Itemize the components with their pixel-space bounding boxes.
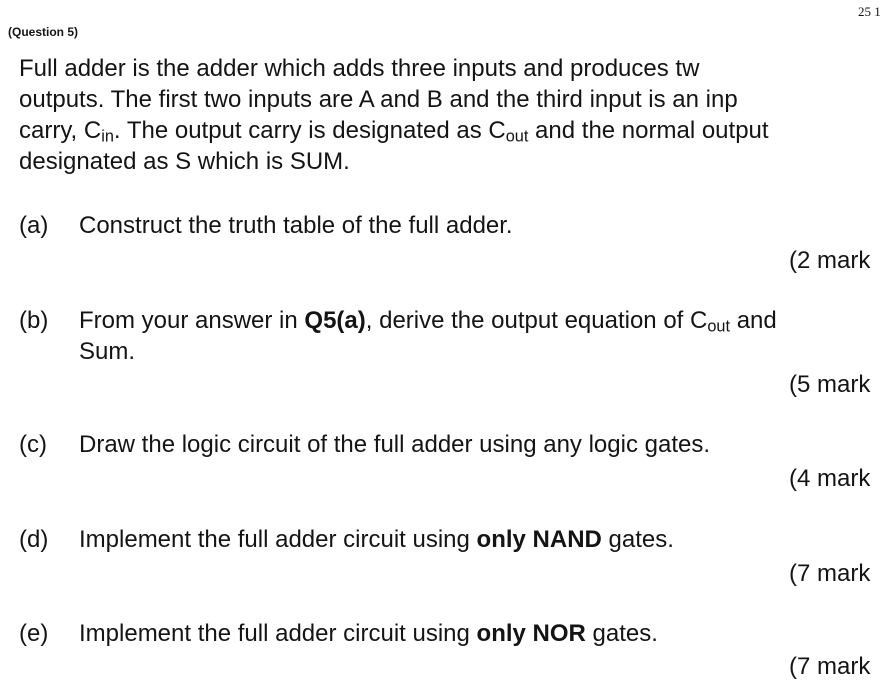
- part-e-text-post: gates.: [585, 620, 658, 647]
- part-b-line-1: [79, 305, 777, 336]
- part-b-text-pre: From your answer in: [79, 307, 305, 334]
- part-b-marks: (5 mark: [789, 371, 871, 398]
- part-b-letter: (b): [19, 307, 49, 334]
- part-b-reference: Q5(a): [304, 307, 366, 334]
- part-c-letter: (c): [19, 431, 47, 458]
- question-intro: [19, 53, 887, 177]
- subscript-out: out: [707, 317, 731, 336]
- intro-line-2: outputs. The first two inputs are A and B and the third input is an inp: [19, 86, 738, 113]
- part-c-marks: (4 mark: [789, 465, 871, 492]
- intro-line-1: Full adder is the adder which adds three inputs and produces tw: [19, 55, 700, 82]
- part-b-line-2: Sum.: [79, 338, 136, 365]
- part-e-marks: (7 mark: [789, 653, 871, 680]
- question-label: (Question 5): [8, 25, 79, 39]
- part-c-text: Draw the logic circuit of the full adder using any logic gates.: [79, 431, 710, 458]
- part-e-emphasis: only NOR: [476, 620, 586, 647]
- intro-text: carry, C: [19, 117, 102, 144]
- subscript-in: in: [101, 127, 114, 146]
- part-a-marks: (2 mark: [789, 247, 871, 274]
- part-b-text-post: and: [730, 307, 777, 334]
- part-d-text-pre: Implement the full adder circuit using: [79, 526, 477, 553]
- part-a-text: Construct the truth table of the full adder.: [79, 212, 513, 239]
- part-d-marks: (7 mark: [789, 560, 871, 587]
- intro-text: . The output carry is designated as C: [113, 117, 506, 144]
- part-a-letter: (a): [19, 212, 49, 239]
- intro-line-3: [19, 115, 887, 146]
- part-d-text: [79, 524, 674, 555]
- part-e-text: [79, 618, 658, 649]
- page-number: 25 1: [858, 4, 881, 19]
- part-d-letter: (d): [19, 526, 49, 553]
- subscript-out: out: [505, 127, 529, 146]
- intro-text: and the normal output: [528, 117, 769, 144]
- part-d-emphasis: only NAND: [476, 526, 602, 553]
- part-e-letter: (e): [19, 620, 49, 647]
- part-b-text-mid: , derive the output equation of C: [365, 307, 708, 334]
- part-e-text-pre: Implement the full adder circuit using: [79, 620, 477, 647]
- intro-line-4: designated as S which is SUM.: [19, 148, 350, 175]
- part-b-text: [79, 305, 777, 367]
- part-d-text-post: gates.: [601, 526, 674, 553]
